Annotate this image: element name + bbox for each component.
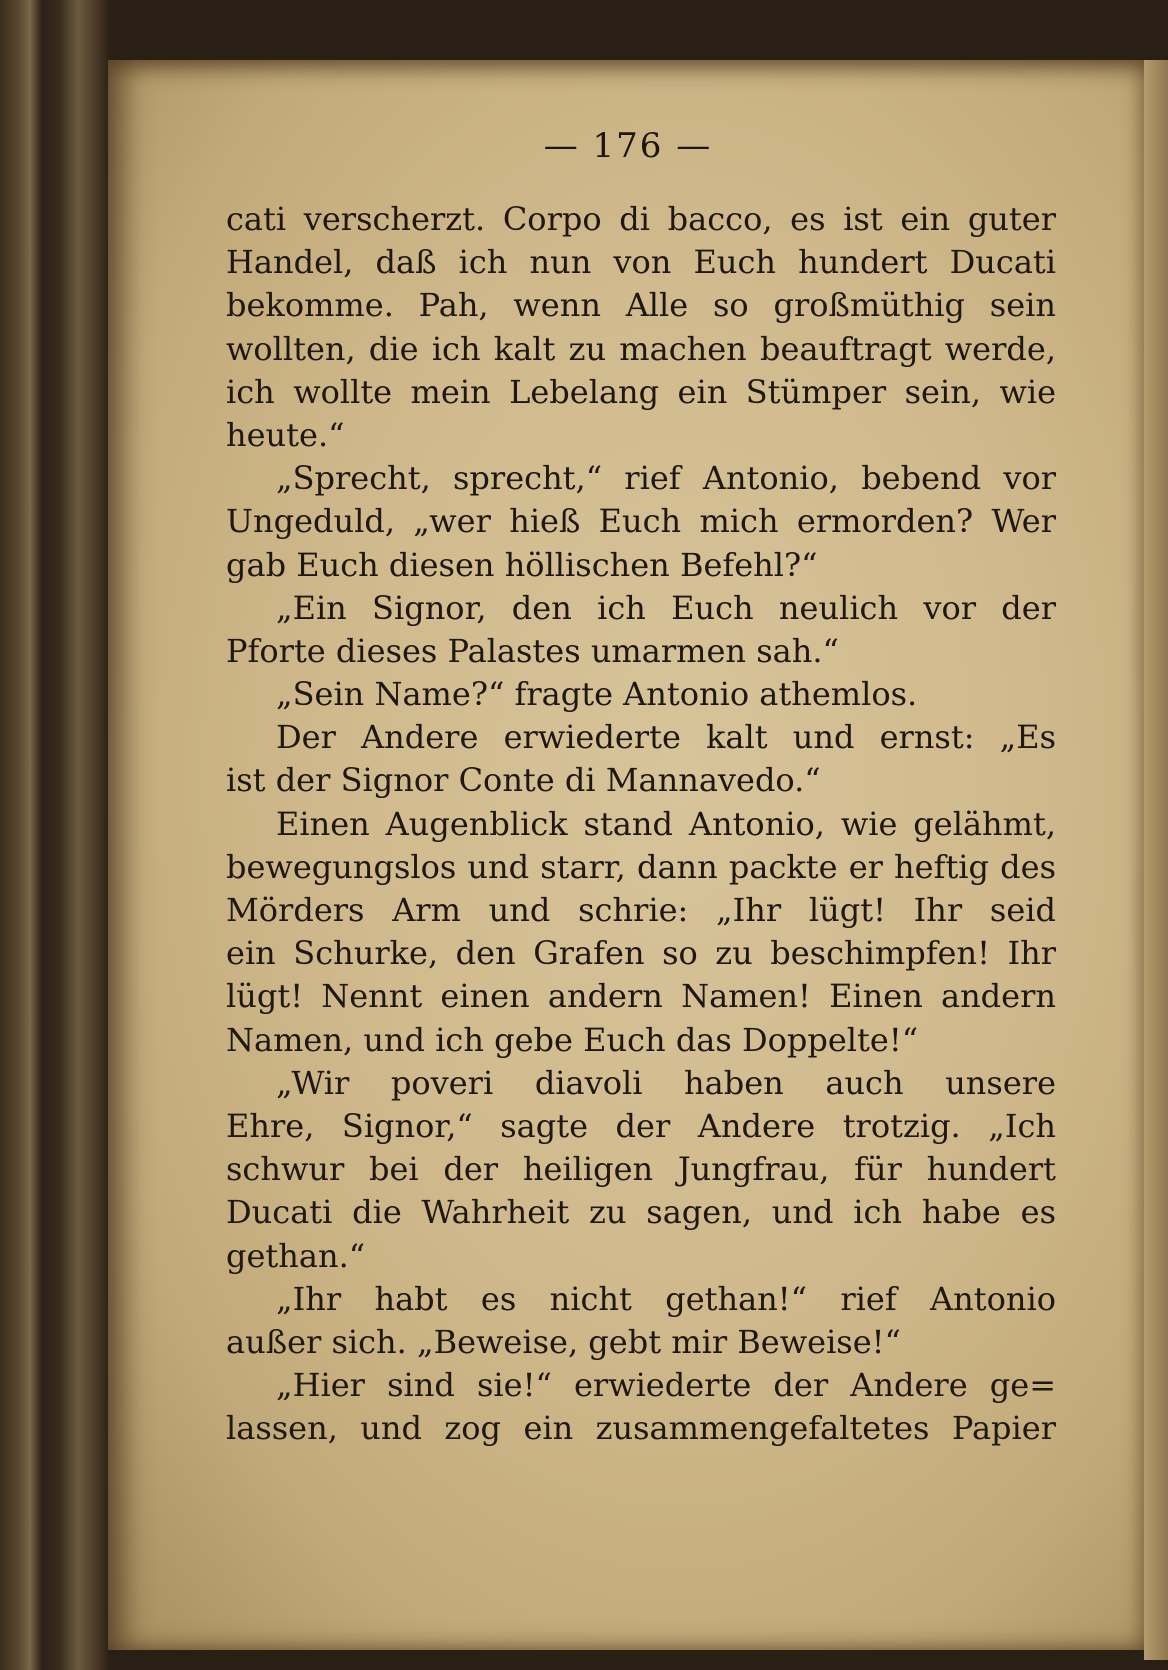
text-line: „Hier sind sie!“ erwiederte der Andere ge= xyxy=(276,1366,1056,1405)
text-line: Namen, und ich gebe Euch das Doppelte!“ xyxy=(226,1020,919,1059)
text-line: ich wollte mein Lebelang ein Stümper sein, wie xyxy=(226,372,1056,411)
text-line: bewegungslos und starr, dann packte er heftig des xyxy=(226,847,1056,886)
text-line: gab Euch diesen höllischen Befehl?“ xyxy=(226,545,818,584)
text-line: „Sprecht, sprecht,“ rief Antonio, bebend vor xyxy=(276,459,1056,498)
page-number: — 176 — xyxy=(543,126,713,166)
text-line: Ehre, Signor,“ sagte der Andere trotzig. „Ich xyxy=(226,1106,1056,1145)
text-line: außer sich. „Beweise, gebt mir Beweise!“ xyxy=(226,1322,901,1361)
text-line: wollten, die ich kalt zu machen beauftragt werde, xyxy=(226,329,1056,368)
text-line: Mörders Arm und schrie: „Ihr lügt! Ihr seid xyxy=(226,891,1056,929)
text-line: Einen Augenblick stand Antonio, wie gelähmt, xyxy=(276,804,1056,843)
text-line: ein Schurke, den Grafen so zu beschimpfen! Ihr xyxy=(226,934,1056,973)
text-line: lügt! Nennt einen andern Namen! Einen andern xyxy=(226,977,1056,1016)
body-text xyxy=(226,198,1056,1450)
text-line: „Sein Name?“ fragte Antonio athemlos. xyxy=(276,675,918,714)
text-line: schwur bei der heiligen Jungfrau, für hundert xyxy=(226,1150,1056,1189)
text-line: „Ein Signor, den ich Euch neulich vor der xyxy=(276,588,1056,627)
text-line: gethan.“ xyxy=(226,1236,366,1275)
text-line: cati verscherzt. Corpo di bacco, es ist ein guter xyxy=(226,200,1056,238)
text-line: ist der Signor Conte di Mannavedo.“ xyxy=(226,761,821,800)
text-line: „Wir poveri diavoli haben auch unsere xyxy=(276,1063,1056,1102)
book-page xyxy=(108,60,1148,1650)
text-line: Pforte dieses Palastes umarmen sah.“ xyxy=(226,631,839,670)
text-line: bekomme. Pah, wenn Alle so großmüthig sein xyxy=(226,286,1056,325)
text-line: heute.“ xyxy=(226,415,345,454)
text-line: Handel, daß ich nun von Euch hundert Ducati xyxy=(226,243,1056,282)
text-line: Ducati die Wahrheit zu sagen, und ich habe es xyxy=(226,1193,1056,1232)
text-line: „Ihr habt es nicht gethan!“ rief Antonio xyxy=(276,1279,1056,1318)
text-line: Ungeduld, „wer hieß Euch mich ermorden? Wer xyxy=(226,502,1056,541)
page-edge xyxy=(1144,60,1168,1660)
text-line: Der Andere erwiederte kalt und ernst: „Es xyxy=(276,718,1056,757)
text-line: lassen, und zog ein zusammengefaltetes Papier xyxy=(226,1409,1056,1448)
